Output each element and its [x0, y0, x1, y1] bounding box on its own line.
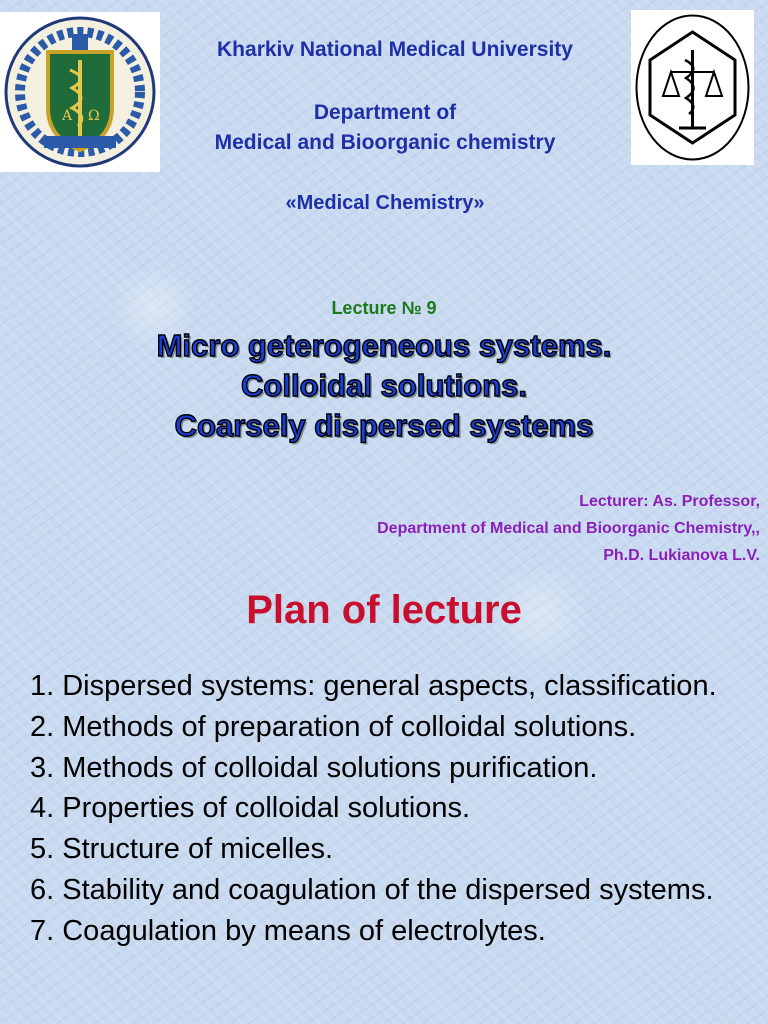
plan-item-6: 6. Stability and coagulation of the dispersed systems. [30, 873, 714, 906]
plan-item-1: 1. Dispersed systems: general aspects, classification. [30, 670, 717, 702]
plan-item-3: 3. Methods of colloidal solutions purification. [30, 751, 598, 784]
topic-line-3: Coarsely dispersed systems [174, 408, 594, 443]
lecturer-info [160, 488, 760, 569]
department-seal-icon [631, 10, 754, 165]
plan-item-5: 5. Structure of micelles. [30, 833, 333, 866]
plan-item-4: 4. Properties of colloidal solutions. [30, 792, 471, 825]
plan-item-7: 7. Coagulation by means of electrolytes. [30, 914, 546, 947]
lecture-number: Lecture № 9 [331, 298, 437, 318]
plan-item-2: 2. Methods of preparation of colloidal solutions. [30, 710, 637, 743]
department-name [160, 98, 610, 158]
department-line-2: Medical and Bioorganic chemistry [214, 131, 556, 154]
lecturer-line-1: Lecturer: As. Professor, [579, 493, 760, 510]
svg-text:Ω: Ω [88, 108, 100, 124]
plan-list [30, 666, 760, 952]
topic-line-2: Colloidal solutions. [241, 368, 527, 403]
department-line-1: Department of [313, 101, 457, 124]
lecturer-line-2: Department of Medical and Bioorganic Chemistry,, [377, 520, 760, 537]
university-name: Kharkiv National Medical University [217, 38, 573, 61]
university-crest-icon [0, 12, 160, 172]
plan-title: Plan of lecture [246, 588, 522, 632]
lecturer-line-3: Ph.D. Lukianova L.V. [603, 547, 760, 564]
topic-line-1: Micro geterogeneous systems. [156, 328, 612, 363]
course-title: «Medical Chemistry» [285, 192, 485, 214]
lecture-topic [0, 326, 768, 446]
svg-text:Α: Α [62, 108, 73, 124]
